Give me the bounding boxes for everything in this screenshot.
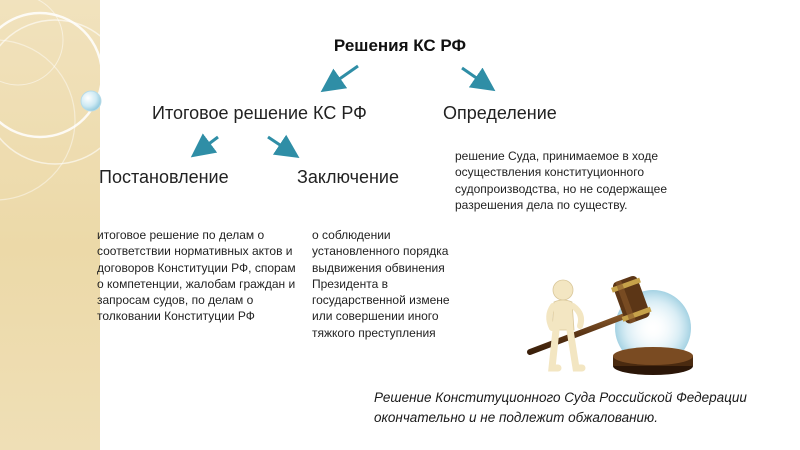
gavel-figure-illustration	[518, 268, 698, 380]
footer-note: Решение Конституционного Суда Российской Федерации окончательно и не подлежит обжалованию.	[374, 390, 747, 425]
node-final-decision: Итоговое решение КС РФ	[152, 103, 367, 123]
arrow-to-ruling	[462, 68, 488, 86]
arrow-to-resolution	[198, 137, 218, 152]
conclusion-description: о соблюдении установленного порядка выдвижения обвинения Президента в государственной измене или совершении иного тяжкого преступления	[312, 228, 450, 340]
arrow-to-conclusion	[268, 137, 292, 153]
arrow-to-final-decision	[328, 66, 358, 87]
node-conclusion: Заключение	[297, 167, 399, 187]
diagram-title: Решения КС РФ	[333, 36, 467, 55]
resolution-description: итоговое решение по делам о соответствии нормативных актов и договоров Конституции РФ, спорам о компетенции, жалобам граждан и запросам судов, по делам о толковании Конституции РФ	[97, 228, 296, 324]
ruling-description: решение Суда, принимаемое в ходе осуществления конституционного судопроизводства, но не содержащее разрешения дела по существу.	[455, 149, 668, 212]
node-resolution: Постановление	[99, 167, 229, 187]
node-ruling: Определение	[443, 103, 557, 123]
